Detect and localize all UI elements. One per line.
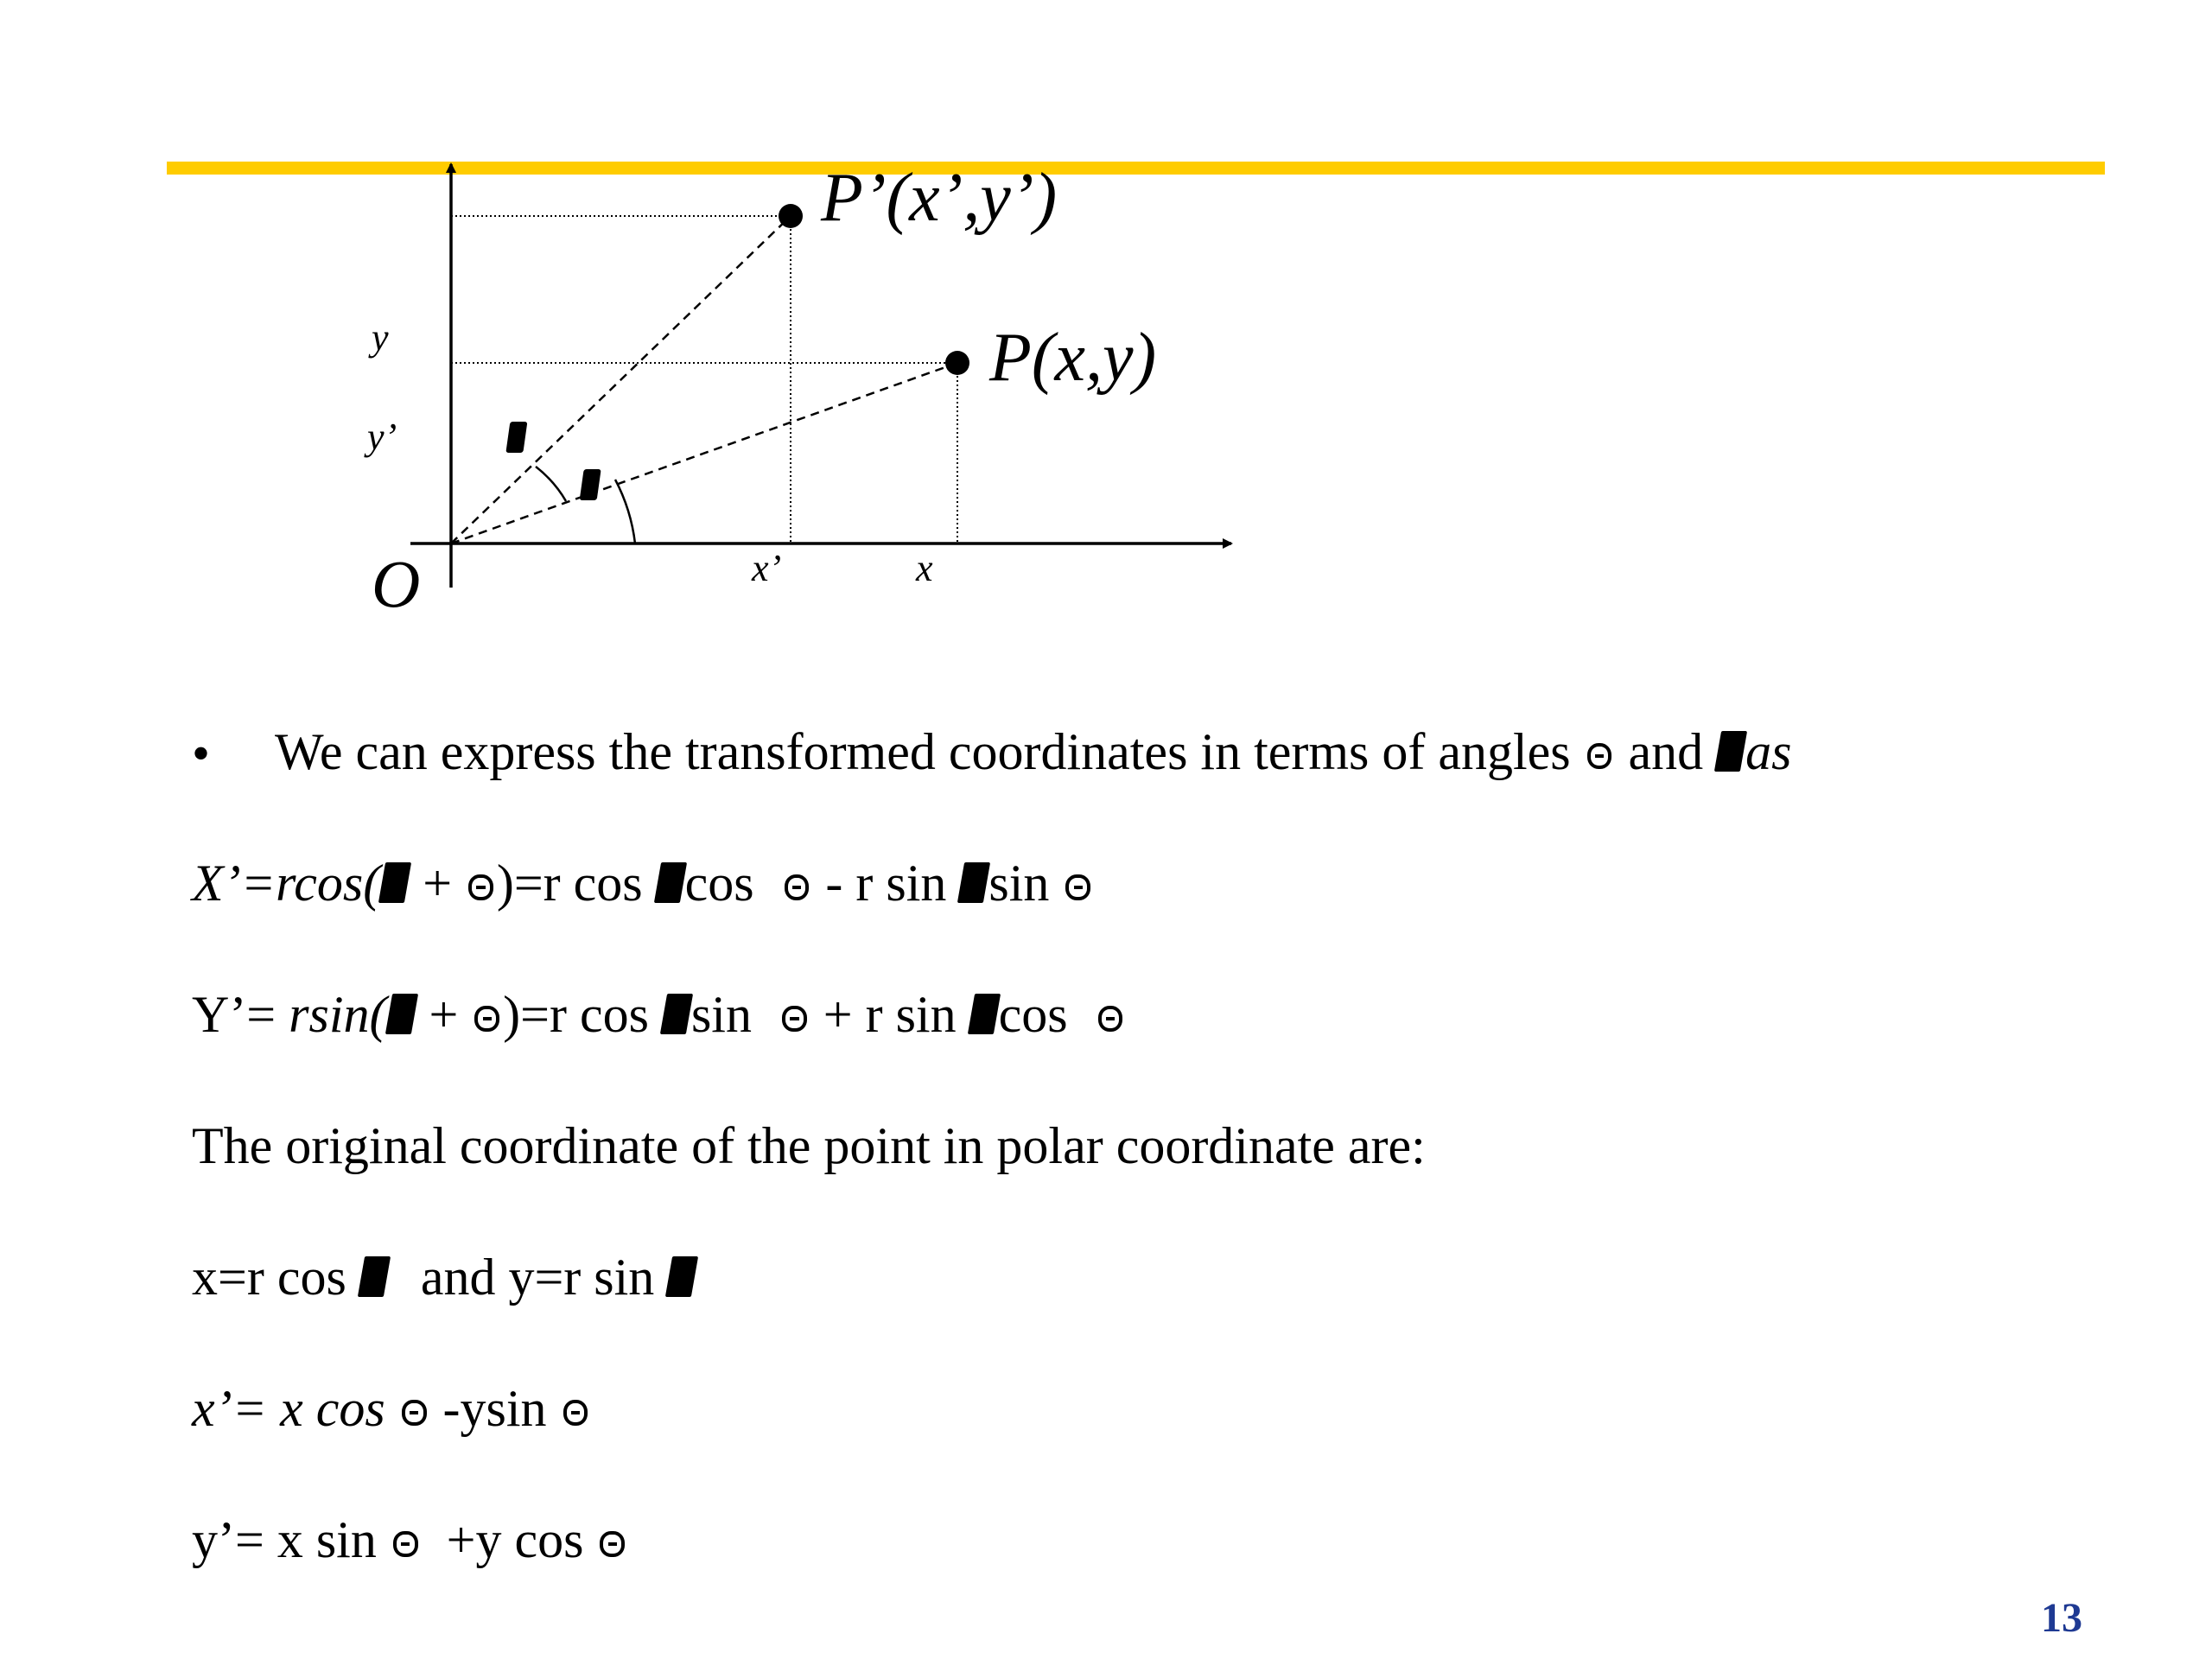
theta-symbol-icon bbox=[563, 1400, 588, 1426]
eq2-rsin: rsin( bbox=[289, 986, 387, 1043]
rot-y-lhs: y’= x sin bbox=[192, 1511, 377, 1568]
rotation-x-formula bbox=[192, 1380, 591, 1437]
theta-symbol-icon bbox=[474, 1006, 499, 1032]
angle-arc-theta bbox=[536, 467, 566, 501]
phi-symbol-icon bbox=[957, 862, 990, 903]
theta-symbol-icon bbox=[600, 1531, 625, 1557]
phi-symbol-icon bbox=[358, 1256, 391, 1297]
point-p bbox=[945, 351, 969, 375]
phi-symbol-icon bbox=[385, 994, 417, 1034]
label-origin: O bbox=[372, 546, 421, 621]
rotation-diagram bbox=[0, 0, 2212, 674]
polar-coordinates bbox=[192, 1249, 696, 1306]
theta-symbol-icon bbox=[785, 874, 810, 900]
eq2-sin: sin bbox=[690, 986, 752, 1043]
label-p-prime: P’(x’,y’) bbox=[821, 160, 1058, 236]
phi-symbol-icon bbox=[1714, 731, 1747, 772]
eq1-lhs: X’=rcos( bbox=[192, 855, 381, 912]
eq2-plus: + bbox=[429, 986, 459, 1043]
ray-to-p-prime bbox=[451, 216, 791, 543]
phi-symbol-icon bbox=[967, 994, 1000, 1034]
label-x-prime: x’ bbox=[752, 547, 782, 589]
theta-symbol-icon bbox=[402, 1400, 427, 1426]
bullet-as: as bbox=[1745, 723, 1792, 780]
page-number: 13 bbox=[2041, 1595, 2082, 1641]
polar-intro: The original coordinate of the point in polar coordinate are: bbox=[192, 1117, 1426, 1174]
eq1-sin: sin bbox=[988, 855, 1050, 912]
phi-symbol-icon bbox=[660, 994, 693, 1034]
eq1-minus: - r sin bbox=[825, 855, 947, 912]
equation-x-prime bbox=[192, 855, 1094, 912]
eq1-cos: cos bbox=[684, 855, 754, 912]
label-x: x bbox=[916, 547, 933, 589]
point-p-prime bbox=[779, 204, 803, 228]
angle-phi-marker bbox=[580, 469, 601, 500]
rot-y-rest: +y cos bbox=[446, 1511, 584, 1568]
label-p: P(x,y) bbox=[989, 320, 1157, 396]
phi-symbol-icon bbox=[653, 862, 686, 903]
rotation-y-formula bbox=[192, 1511, 628, 1568]
polar-x: x=r cos bbox=[192, 1249, 346, 1306]
theta-symbol-icon bbox=[393, 1531, 418, 1557]
bullet-text-line bbox=[275, 723, 1792, 780]
eq2-plus2: + r sin bbox=[823, 986, 957, 1043]
angle-arc-phi bbox=[615, 480, 635, 543]
rot-x-lhs: x’= x cos bbox=[192, 1380, 385, 1437]
label-y-prime: y’ bbox=[367, 416, 397, 458]
label-y: y bbox=[372, 316, 389, 359]
bullet-and: and bbox=[1628, 723, 1704, 780]
phi-symbol-icon bbox=[378, 862, 411, 903]
theta-symbol-icon bbox=[468, 874, 493, 900]
eq2-lhs: Y’= bbox=[192, 986, 276, 1043]
equation-y-prime bbox=[192, 986, 1126, 1043]
eq2-cos: cos bbox=[998, 986, 1068, 1043]
theta-symbol-icon bbox=[1587, 743, 1612, 769]
eq2-mid: )=r cos bbox=[503, 986, 649, 1043]
bullet-marker: • bbox=[192, 725, 211, 782]
angle-theta-marker bbox=[505, 422, 527, 453]
polar-and: and y=r sin bbox=[420, 1249, 655, 1306]
theta-symbol-icon bbox=[782, 1006, 807, 1032]
theta-symbol-icon bbox=[1065, 874, 1090, 900]
bullet-text: We can express the transformed coordinates in terms of angles bbox=[275, 723, 1571, 780]
eq1-mid: )=r cos bbox=[496, 855, 643, 912]
phi-symbol-icon bbox=[665, 1256, 698, 1297]
theta-symbol-icon bbox=[1098, 1006, 1123, 1032]
ray-to-p bbox=[451, 363, 957, 543]
rot-x-rest: -ysin bbox=[442, 1380, 547, 1437]
eq1-plus: + bbox=[423, 855, 453, 912]
